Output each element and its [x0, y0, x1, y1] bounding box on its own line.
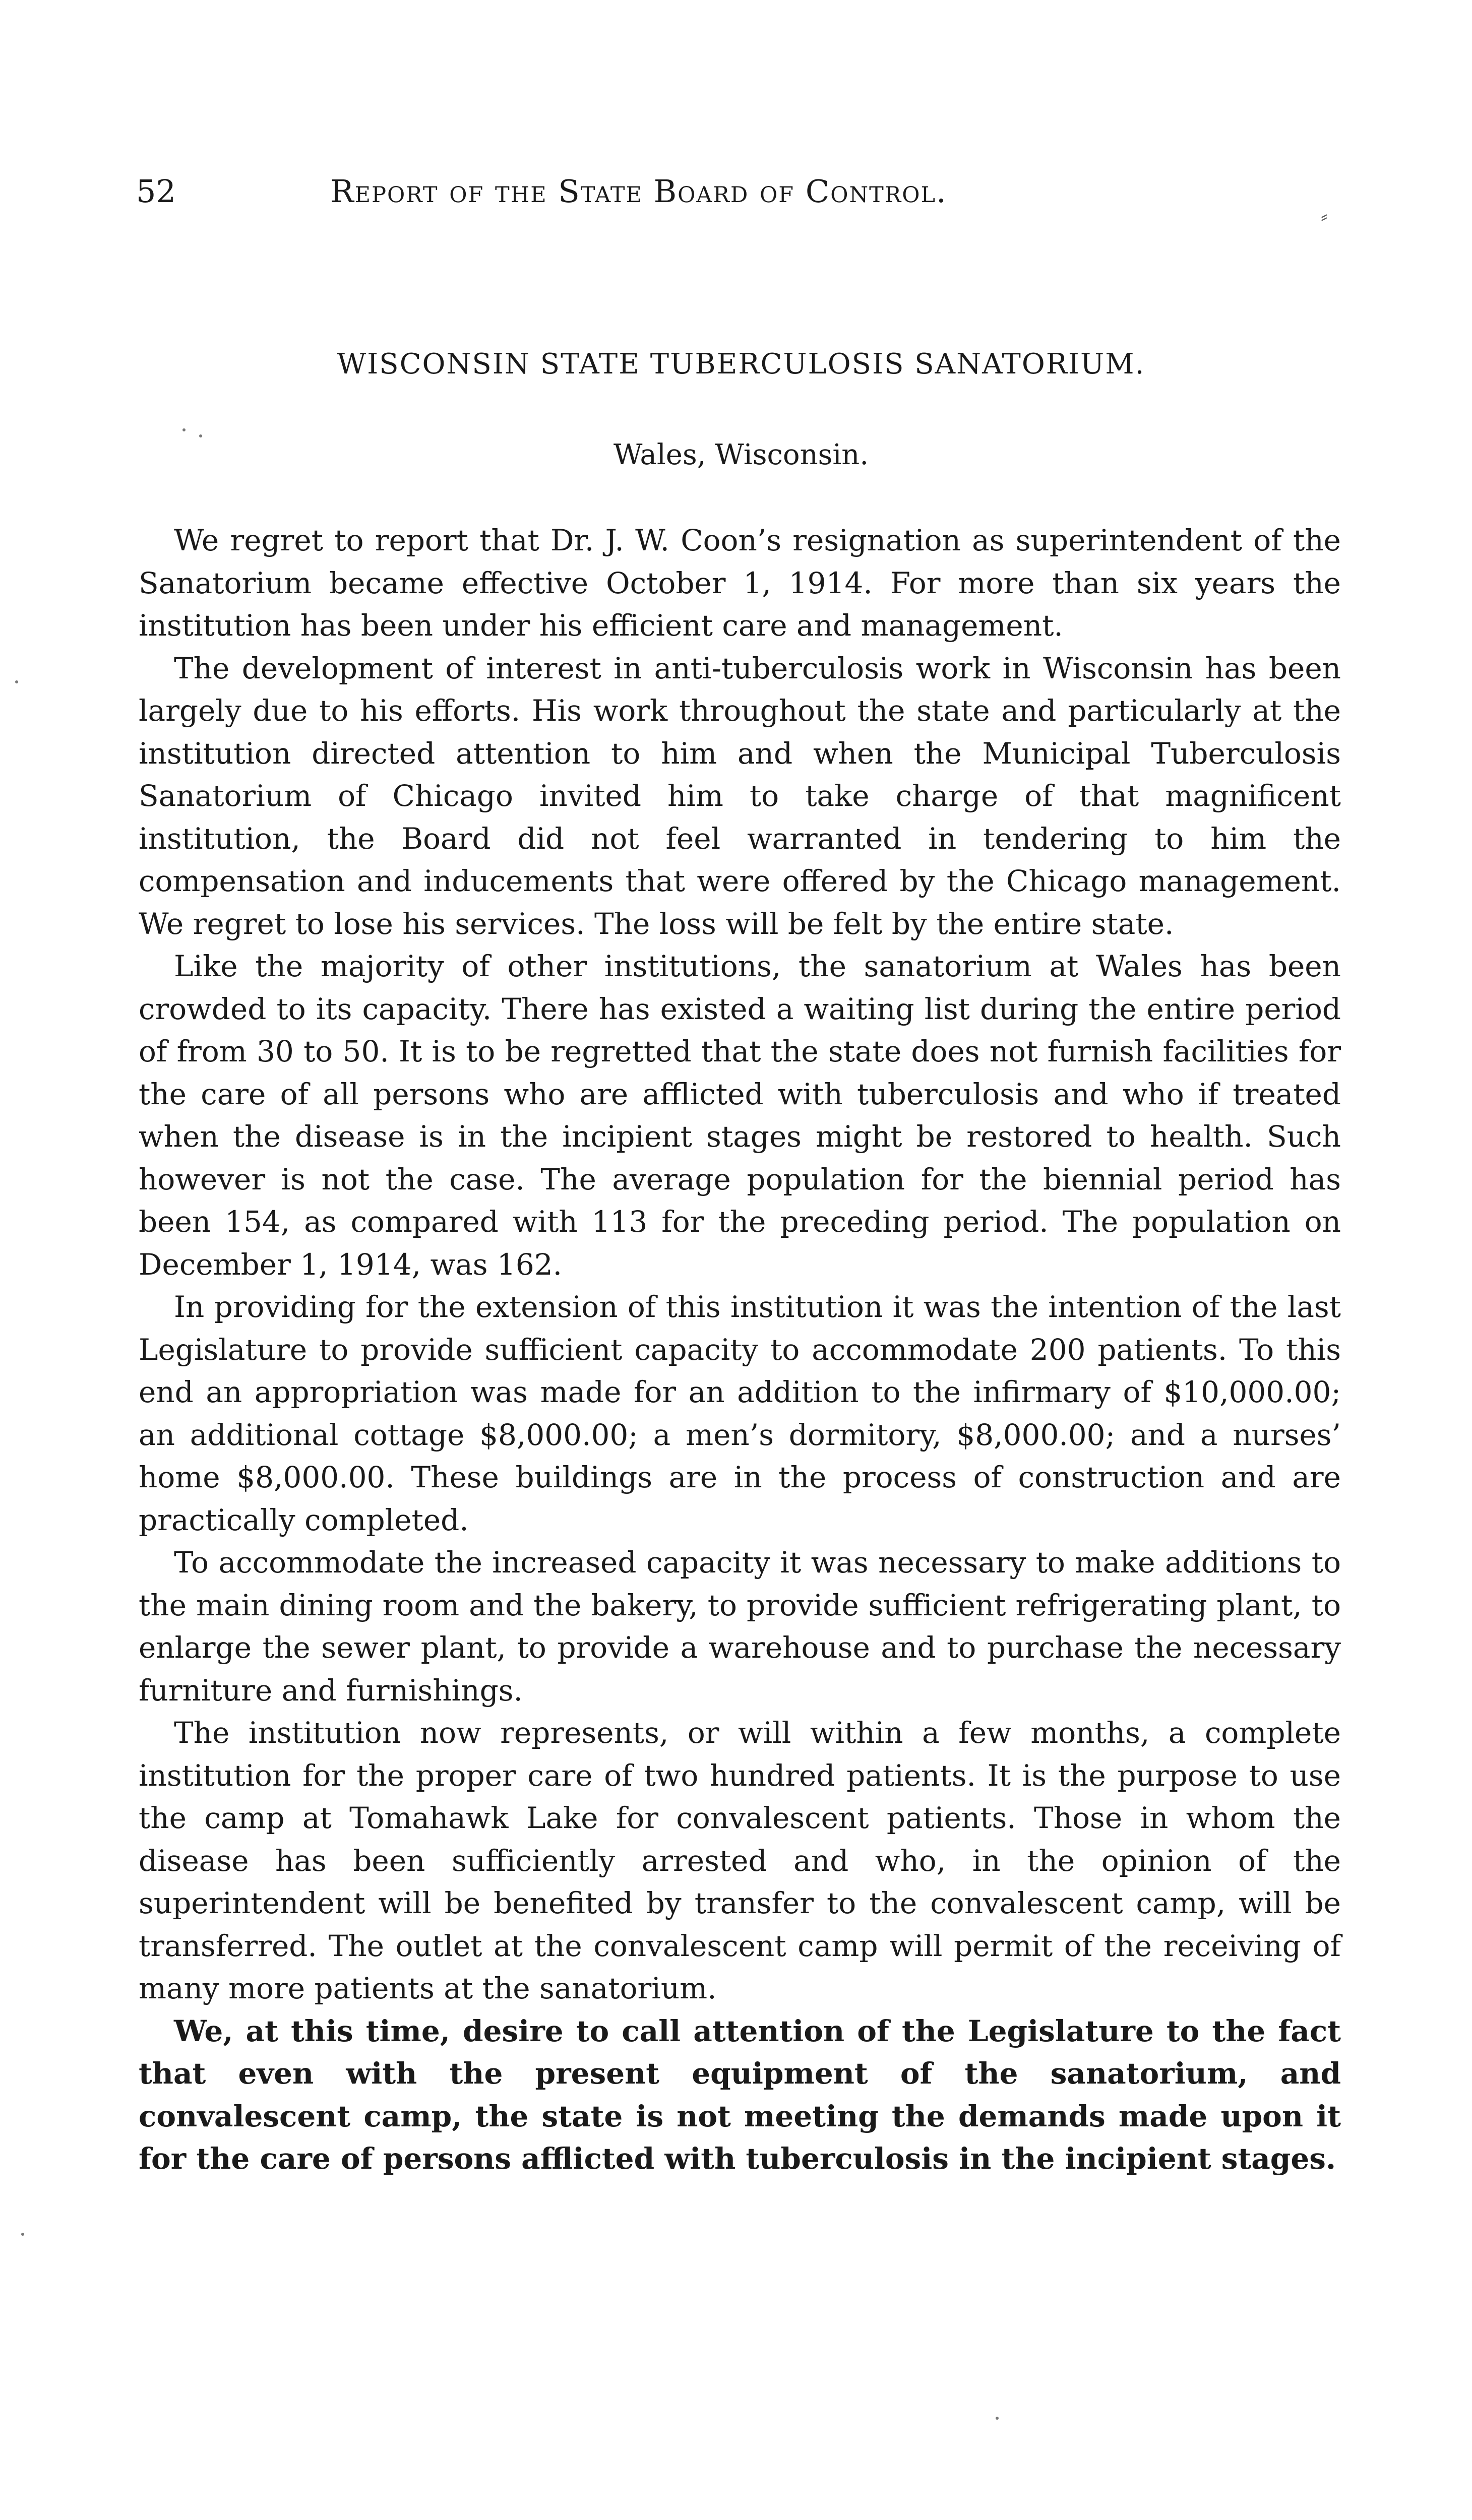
- ink-speck: [996, 2417, 999, 2420]
- running-head: [136, 166, 1346, 217]
- page-number: 52: [136, 173, 176, 210]
- stray-ink-mark: ⸗: [1321, 205, 1328, 228]
- paragraph-6: The institution now represents, or will within a few months, a complete institution for the proper care of two hundred patients. It is the purpose to use the camp at Tomahawk Lake for convalescent patients. Those in whom the disease has been sufficiently arrested and who, in the opinion of the superintendent will be benefited by transfer to the convalescent camp, will be transferred. The outlet at the convalescent camp will permit of the receiving of many more patients at the sanatorium.: [139, 1716, 1341, 2005]
- section-title: WISCONSIN STATE TUBERCULOSIS SANATORIUM.: [337, 348, 1145, 381]
- paragraph-2: The development of interest in anti-tuberculosis work in Wisconsin has been largely due to his efforts. His work throughout the state and particularly at the institution directed attention to him and when the Municipal Tuberculosis Sanatorium of Chicago invited him to take charge of that magnificent institution, the Board did not feel warranted in tendering to him the compensation and inducements that were offered by the Chicago management. We regret to lose his services. The loss will be felt by the entire state.: [139, 651, 1341, 941]
- section-place: Wales, Wisconsin.: [613, 438, 869, 471]
- paragraph-1: We regret to report that Dr. J. W. Coon’s resignation as superintendent of the Sanatorium became effective October 1, 1914. For more than six years the institution has been under his efficient care and management.: [139, 523, 1341, 643]
- paragraph-5: To accommodate the increased capacity it was necessary to make additions to the main dining room and the bakery, to provide sufficient refrigerating plant, to enlarge the sewer plant, to provide a warehouse and to purchase the necessary furniture and furnishings.: [139, 1545, 1341, 1708]
- running-title: Report of the State Board of Control.: [330, 173, 947, 210]
- ink-speck: [182, 428, 186, 431]
- ink-speck: [15, 680, 18, 683]
- ink-speck: [199, 434, 202, 437]
- paragraph-7: We, at this time, desire to call attention of the Legislature to the fact that even with the present equipment of the sanatorium, and convalescent camp, the state is not meeting the demands made upon it for the care of persons afflicted with tuberculosis in the incipient stages.: [139, 2013, 1341, 2176]
- body-text: [139, 519, 1341, 2180]
- paragraph-4: In providing for the extension of this institution it was the intention of the last Legislature to provide sufficient capacity to accommodate 200 patients. To this end an appropriation was made for an addition to the infirmary of $10,000.00; an additional cottage $8,000.00; a men’s dormitory, $8,000.00; and a nurses’ home $8,000.00. These buildings are in the process of construction and are practically completed.: [139, 1290, 1341, 1537]
- paragraph-3: Like the majority of other institutions, the sanatorium at Wales has been crowded to its capacity. There has existed a waiting list during the entire period of from 30 to 50. It is to be regretted that the state does not furnish facilities for the care of all persons who are afflicted with tuberculosis and who if treated when the disease is in the incipient stages might be restored to health. Such however is not the case. The average population for the biennial period has been 154, as compared with 113 for the preceding period. The population on December 1, 1914, was 162.: [139, 949, 1341, 1282]
- ink-speck: [21, 2233, 24, 2236]
